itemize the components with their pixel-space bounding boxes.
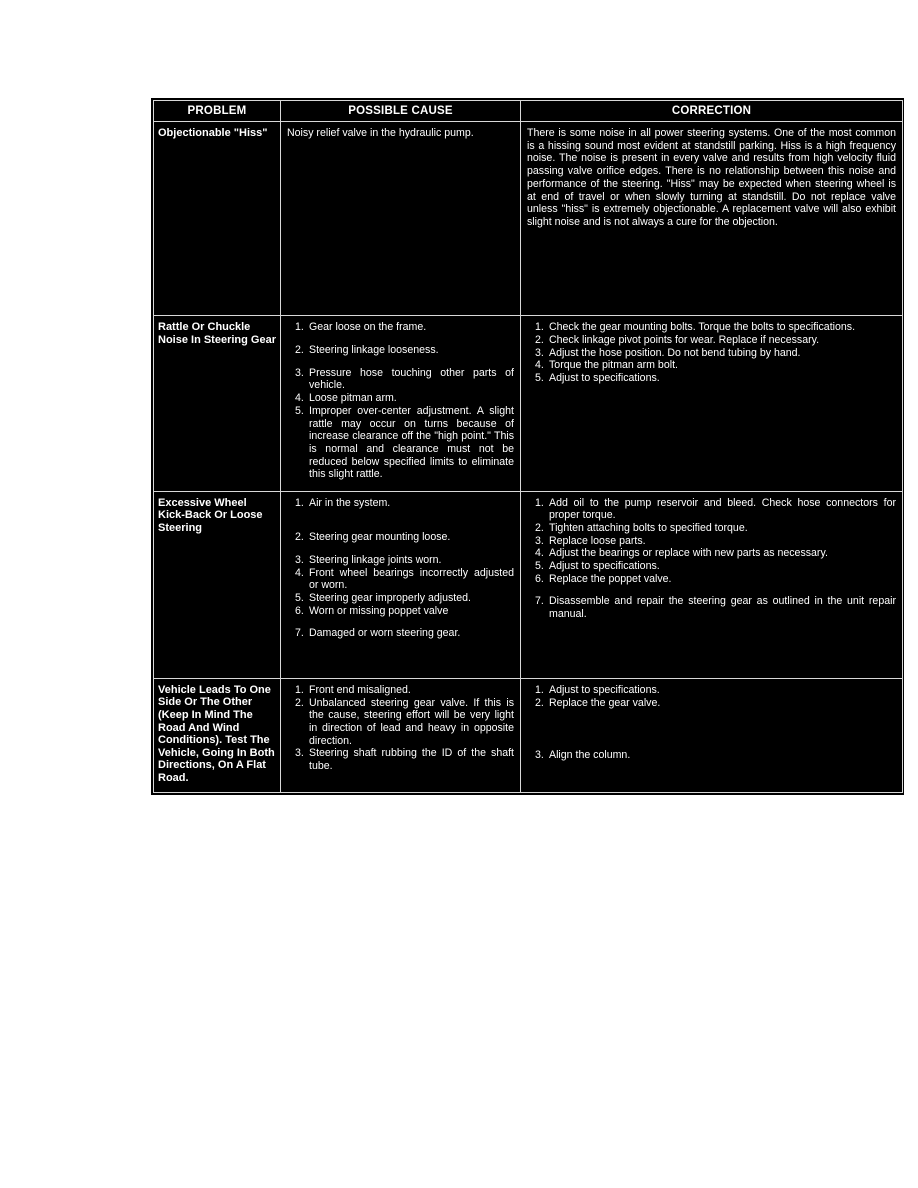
- correction-item: [535, 522, 896, 535]
- item-text: Adjust the bearings or replace with new parts as necessary.: [549, 547, 828, 560]
- item-number: 3.: [535, 534, 544, 547]
- correction-item: [535, 535, 896, 548]
- header-possible-cause: POSSIBLE CAUSE: [281, 101, 521, 122]
- cause-item: [295, 367, 514, 392]
- correction-item: [535, 497, 896, 522]
- item-number: 3.: [295, 747, 304, 760]
- problem-cell: Rattle Or Chuckle Noise In Steering Gear: [154, 316, 281, 491]
- item-text: Damaged or worn steering gear.: [309, 627, 461, 640]
- correction-item: [535, 321, 896, 334]
- item-text: Check the gear mounting bolts. Torque the bolts to specifications.: [549, 321, 856, 334]
- item-number: 4.: [295, 392, 304, 405]
- item-text: Tighten attaching bolts to specified torque.: [549, 521, 748, 534]
- item-text: Air in the system.: [309, 496, 391, 509]
- item-number: 5.: [535, 372, 544, 385]
- correction-item: [535, 684, 896, 697]
- cause-cell: Noisy relief valve in the hydraulic pump.: [281, 122, 521, 316]
- item-number: 4.: [295, 566, 304, 579]
- item-number: 4.: [535, 359, 544, 372]
- table-row: [154, 316, 903, 491]
- item-text: Front end misaligned.: [309, 683, 411, 696]
- table-row: [154, 491, 903, 678]
- cause-item: [295, 697, 514, 748]
- item-text: Steering gear improperly adjusted.: [309, 592, 471, 605]
- table-header-row: [154, 101, 903, 122]
- item-number: 1.: [295, 683, 304, 696]
- item-text: Replace the poppet valve.: [549, 572, 672, 585]
- item-text: Replace loose parts.: [549, 534, 646, 547]
- item-text: Loose pitman arm.: [309, 392, 397, 405]
- item-number: 2.: [535, 521, 544, 534]
- correction-item: [535, 347, 896, 360]
- item-text: Adjust to specifications.: [549, 560, 660, 573]
- item-number: 1.: [535, 496, 544, 509]
- correction-item: [535, 749, 896, 762]
- cause-item: [295, 554, 514, 567]
- item-number: 5.: [295, 404, 304, 417]
- item-text: Check linkage pivot points for wear. Replace if necessary.: [549, 333, 820, 346]
- problem-cell: Excessive Wheel Kick-Back Or Loose Steering: [154, 491, 281, 678]
- cause-item: [295, 344, 514, 357]
- cause-item: [295, 567, 514, 592]
- correction-cell: [521, 316, 903, 491]
- cause-item: [295, 321, 514, 334]
- item-text: Steering gear mounting loose.: [309, 531, 451, 544]
- correction-item: [535, 547, 896, 560]
- item-text: Add oil to the pump reservoir and bleed. Check hose connectors for proper torque.: [549, 496, 896, 522]
- item-text: Steering linkage joints worn.: [309, 553, 442, 566]
- table-row: [154, 122, 903, 316]
- correction-item: [535, 697, 896, 710]
- header-problem: PROBLEM: [154, 101, 281, 122]
- item-number: 7.: [535, 595, 544, 608]
- correction-item: [535, 560, 896, 573]
- item-number: 5.: [295, 592, 304, 605]
- item-number: 2.: [295, 531, 304, 544]
- item-text: Replace the gear valve.: [549, 696, 661, 709]
- item-number: 2.: [535, 696, 544, 709]
- item-text: Steering linkage looseness.: [309, 343, 439, 356]
- cause-item: [295, 531, 514, 544]
- cause-item: [295, 592, 514, 605]
- item-number: 5.: [535, 560, 544, 573]
- correction-cell: [521, 491, 903, 678]
- cause-item: [295, 605, 514, 618]
- cause-item: [295, 405, 514, 481]
- item-text: Worn or missing poppet valve: [309, 604, 449, 617]
- correction-cell: [521, 678, 903, 792]
- item-number: 3.: [535, 749, 544, 762]
- header-correction: CORRECTION: [521, 101, 903, 122]
- item-number: 3.: [295, 553, 304, 566]
- item-text: Front wheel bearings incorrectly adjusted or worn.: [309, 566, 514, 592]
- item-number: 4.: [535, 547, 544, 560]
- problem-cell: Objectionable "Hiss": [154, 122, 281, 316]
- cause-item: [295, 392, 514, 405]
- cause-item: [295, 497, 514, 510]
- diagnosis-table-sheet: [151, 98, 904, 795]
- item-number: 7.: [295, 627, 304, 640]
- item-number: 6.: [295, 604, 304, 617]
- cause-cell: [281, 316, 521, 491]
- item-text: Align the column.: [549, 749, 631, 762]
- cause-item: [295, 627, 514, 640]
- item-number: 1.: [535, 683, 544, 696]
- item-number: 1.: [535, 321, 544, 334]
- table-row: [154, 678, 903, 792]
- item-text: Disassemble and repair the steering gear as outlined in the unit repair manual.: [549, 595, 896, 621]
- item-text: Unbalanced steering gear valve. If this is the cause, steering effort will be very light in direction of lead and heavy in opposite direction.: [309, 696, 514, 747]
- cause-cell: [281, 678, 521, 792]
- item-number: 2.: [295, 696, 304, 709]
- item-number: 1.: [295, 321, 304, 334]
- item-text: Adjust to specifications.: [549, 372, 660, 385]
- problem-cell: Vehicle Leads To One Side Or The Other (Keep In Mind The Road And Wind Conditions). Test The Vehicle, Going In Both Directions, On A Flat Road.: [154, 678, 281, 792]
- item-number: 3.: [535, 346, 544, 359]
- correction-item: [535, 359, 896, 372]
- correction-cell: There is some noise in all power steering systems. One of the most common is a hissing sound most evident at standstill parking. Hiss is a high frequency noise. The noise is present in every valve and results from high velocity fluid passing valve orifice edges. There is no relationship between this noise and performance of the steering. "Hiss" may be expected when steering wheel is at end of travel or when slowly turning at standstill. Do not replace valve unless "hiss" is extremely objectionable. A replacement valve will also exhibit slight noise and is not always a cure for the objection.: [521, 122, 903, 316]
- item-number: 6.: [535, 572, 544, 585]
- item-text: Adjust the hose position. Do not bend tubing by hand.: [549, 346, 801, 359]
- item-text: Gear loose on the frame.: [309, 321, 427, 334]
- item-text: Improper over-center adjustment. A slight rattle may occur on turns because of increase clearance off the "high point." This is normal and clearance must not be reduced below specified limits to eliminate this slight rattle.: [309, 404, 514, 481]
- item-text: Steering shaft rubbing the ID of the shaft tube.: [309, 747, 514, 773]
- item-number: 3.: [295, 366, 304, 379]
- item-number: 2.: [535, 333, 544, 346]
- steering-diagnosis-table: [153, 100, 903, 793]
- item-text: Torque the pitman arm bolt.: [549, 359, 678, 372]
- item-text: Pressure hose touching other parts of vehicle.: [309, 366, 514, 392]
- item-text: Adjust to specifications.: [549, 683, 660, 696]
- cause-cell: [281, 491, 521, 678]
- correction-item: [535, 573, 896, 586]
- cause-item: [295, 747, 514, 772]
- item-number: 2.: [295, 343, 304, 356]
- item-number: 1.: [295, 496, 304, 509]
- cause-item: [295, 684, 514, 697]
- correction-item: [535, 372, 896, 385]
- correction-item: [535, 595, 896, 620]
- correction-item: [535, 334, 896, 347]
